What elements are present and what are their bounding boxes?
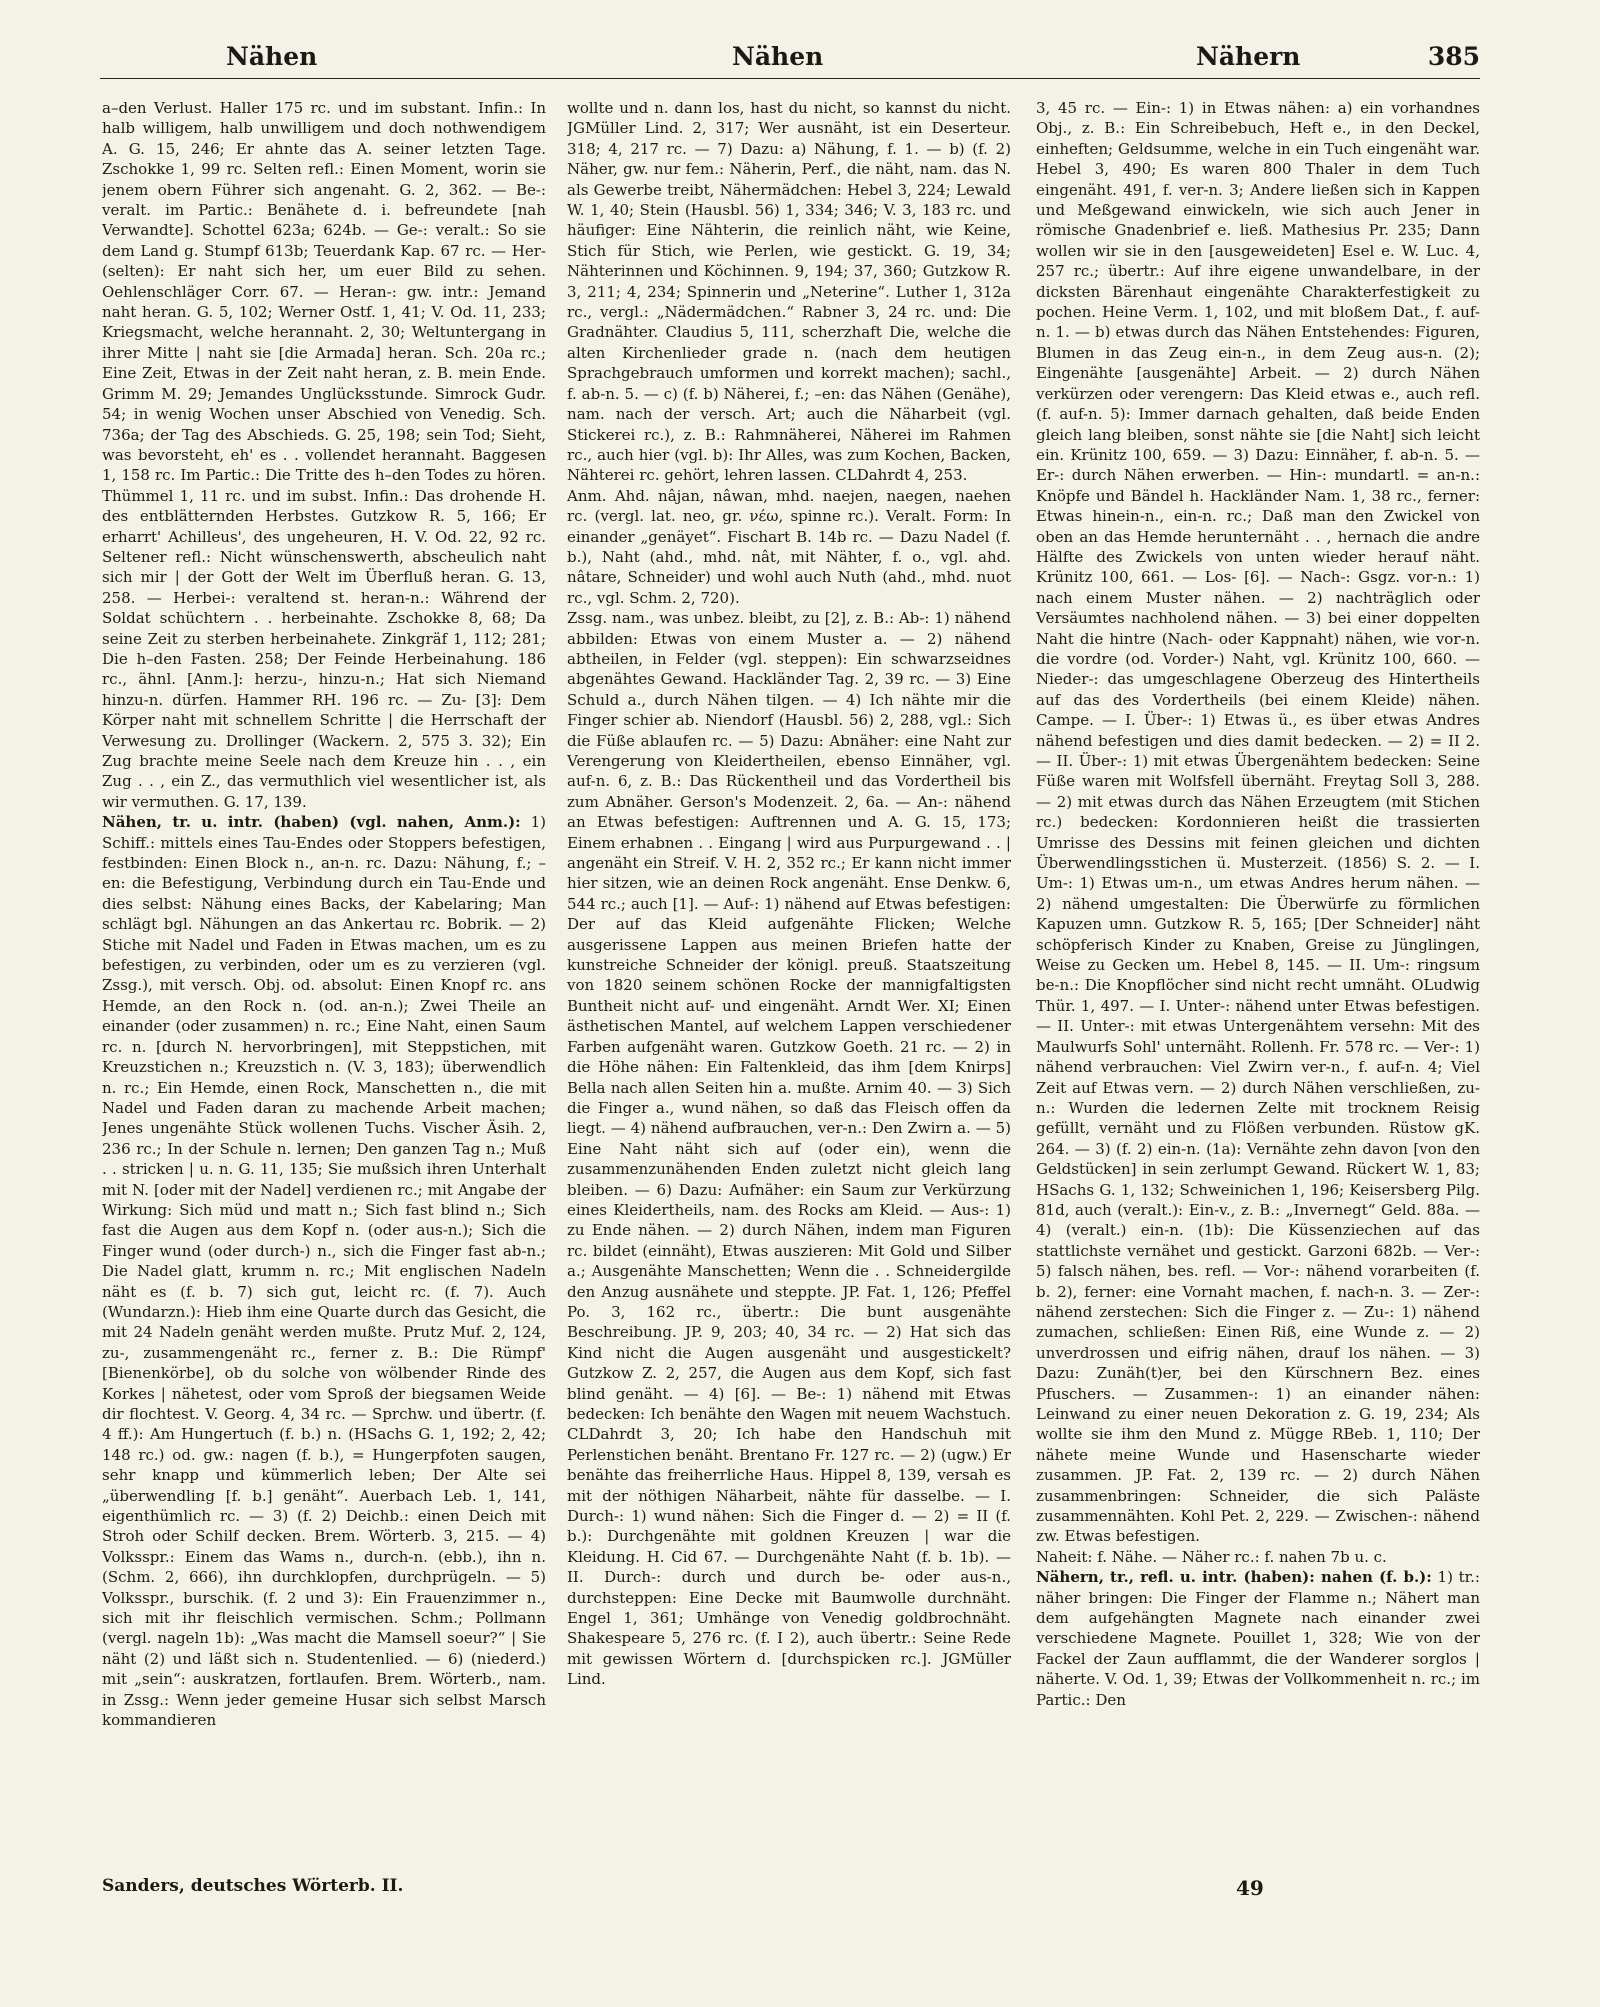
entry-naehen-senses: wollte und n. dann los, hast du nicht, so kannst du nicht. JGMüller Lind. 2, 317; Wer ausnäht, ist ein Deserteur. 318; 4, 217 rc. — 7) Dazu: a) Nähung, f. 1. — b) (f. 2) Näher, gw. nur fem.: Näherin, Perf., die näht, nam. das N. als Gewerbe treibt, Nähermädchen: Hebel 3, 224; Lewald W. 1, 40; Stein (Hausbl. 56) 1, 334; 346; V. 3, 183 rc. und häufiger: Eine Nähterin, die reinlich näht, wie Keine, Stich für Stich, wie Perlen, wie gestickt. G. 19, 34; Nähterinnen und Köchinnen. 9, 194; 37, 360; Gutzkow R. 3, 211; 4, 234; Spinnerin und „Neterine“. Luther 1, 312a rc., vergl.: „Nädermädchen.“ Rabner 3, 24 rc. und: Die Gradnähter. Claudius 5, 111, scherzhaft Die, welche die alten Kirchenlieder grade n. (nach dem heutigen Sprachgebrauch umformen und korrekt machen); sachl., f. ab-n. 5. — c) (f. b) Näherei, f.; –en: das Nähen (Genähe), nam. nach der versch. Art; auch die Näharbeit (vgl. Stickerei rc.), z. B.: Rahmnäherei, Näherei im Rahmen rc., auch hier (vgl. b): Ihr Alles, was zum Kochen, Backen, Nähterei rc. gehört, lehren lassen. CLDahrdt 4, 253. <box>567 99 1011 485</box>
entry-naehen <box>102 812 546 1730</box>
page-number: 385 <box>1427 42 1480 71</box>
entry-nahen-continued: a–den Verlust. Haller 175 rc. und im substant. Infin.: In halb willigem, halb unwilligem und doch nothwendigem A. G. 15, 246; Er ahnte das A. seiner letzten Tage. Zschokke 1, 99 rc. Selten refl.: Einen Moment, worin sie jenem obern Führer sich angenaht. G. 2, 362. — Be-: veralt. im Partic.: Benähete d. i. befreundete [nah Verwandte]. Schottel 623a; 624b. — Ge-: veralt.: So sie dem Land g. Stumpf 613b; Teuerdank Kap. 67 rc. — Her- (selten): Er naht sich her, um euer Bild zu sehen. Oehlenschläger Corr. 67. — Heran-: gw. intr.: Jemand naht heran. G. 5, 102; Werner Ostf. 1, 41; V. Od. 11, 233; Kriegsmacht, welche herannaht. 2, 30; Weltuntergang in ihrer Mitte | naht sie [die Armada] heran. Sch. 20a rc.; Eine Zeit, Etwas in der Zeit naht heran, z. B. mein Ende. Grimm M. 29; Jemandes Unglücksstunde. Simrock Gudr. 54; in wenig Wochen unser Abschied von Venedig. Sch. 736a; der Tag des Abschieds. G. 25, 198; sein Tod; Sieht, was bevorsteht, eh' es . . vollendet herannaht. Baggesen 1, 158 rc. Im Partic.: Die Tritte des h–den Todes zu hören. Thümmel 1, 11 rc. und im subst. Infin.: Das drohende H. des entblätternden Herbstes. Gutzkow R. 5, 166; Er erharrt' Achilleus', des ungeheuren, H. V. Od. 22, 92 rc. Seltener refl.: Nicht wünschenswerth, abscheulich naht sich mir | der Gott der Welt im Überfluß heran. G. 13, 258. — Herbei-: veraltend st. heran-n.: Während der Soldat schüchtern . . herbeinahte. Zschokke 8, 68; Da seine Zeit zu sterben herbeinahete. Zinkgräf 1, 112; 281; Die h–den Fasten. 258; Der Feinde Herbeinahung. 186 rc., ähnl. [Anm.]: herzu-, hinzu-n.; Hat sich Niemand hinzu-n. dürfen. Hammer RH. 196 rc. — Zu- [3]: Dem Körper naht mit schnellem Schritte | die Herrschaft der Verwesung zu. Drollinger (Wackern. 2, 575 3. 32); Ein Zug brachte meine Seele nach dem Kreuze hin . . , ein Zug . . , ein Z., das vermuthlich viel wesentlicher ist, als wir vermuthen. G. 17, 139. <box>102 99 546 811</box>
column-right <box>1036 98 1480 1858</box>
entry-naehen-compounds: 3, 45 rc. — Ein-: 1) in Etwas nähen: a) ein vorhandnes Obj., z. B.: Ein Schreibebuch, Heft e., in den Deckel, einheften; Geldsumme, welche in ein Tuch eingenäht war. Hebel 3, 490; Es waren 800 Thaler in dem Tuch eingenäht. 491, f. ver-n. 3; Andere ließen sich in Kappen und Meßgewand einwickeln, wie sich auch Jener in römische Gnadenbrief e. ließ. Mathesius Pr. 235; Dann wollen wir sie in den [ausgeweideten] Esel e. W. Luc. 4, 257 rc.; übertr.: Auf ihre eigene unwandelbare, in der dicksten Bärenhaut eingenähte Charakterfestigkeit zu pochen. Heine Verm. 1, 102, und mit bloßem Dat., f. auf-n. 1. — b) etwas durch das Nähen Entstehendes: Figuren, Blumen in das Zeug ein-n., in dem Zeug aus-n. (2); Eingenähte [ausgenähte] Arbeit. — 2) durch Nähen verkürzen oder verengern: Das Kleid etwas e., auch refl. (f. auf-n. 5): Immer darnach gehalten, daß beide Enden gleich lang bleiben, sonst nähte sie [die Naht] sich leicht ein. Krünitz 100, 659. — 3) Dazu: Einnäher, f. ab-n. 5. — Er-: durch Nähen erwerben. — Hin-: mundartl. = an-n.: Knöpfe und Bändel h. Hackländer Nam. 1, 38 rc., ferner: Etwas hinein-n., ein-n. rc.; Daß man den Zwickel von oben an das Hemde herunternäht . . , hernach die andre Hälfte des Zwickels von unten wieder herauf näht. Krünitz 100, 661. — Los- [6]. — Nach-: Gsgz. vor-n.: 1) nach einem Muster nähen. — 2) nachträglich oder Versäumtes nachholend nähen. — 3) bei einer doppelten Naht die hintre (Nach- oder Kappnaht) nähen, wie vor-n. die vordre (od. Vorder-) Naht, vgl. Krünitz 100, 660. — Nieder-: das umgeschlagene Oberzeug des Hintertheils auf das des Vordertheils (bei einem Kleide) nähen. Campe. — I. Über-: 1) Etwas ü., es über etwas Andres nähend befestigen und dies damit bedecken. — 2) = II 2. — II. Über-: 1) mit etwas Übergenähtem bedecken: Seine Füße waren mit Wolfsfell übernäht. Freytag Soll 3, 288. — 2) mit etwas durch das Nähen Erzeugtem (mit Stichen rc.) bedecken: Kordonnieren heißt die trassierten Umrisse des Dessins mit feinen gleichen und dichten Überwendlingsstichen ü. Musterzeit. (1856) S. 2. — I. Um-: 1) Etwas um-n., um etwas Andres herum nähen. — 2) nähend umgestalten: Die Überwürfe zu förmlichen Kapuzen umn. Gutzkow R. 5, 165; [Der Schneider] näht schöpferisch Kinder zu Knaben, Greise zu Jünglingen, Weise zu Gecken um. Hebel 8, 145. — II. Um-: ringsum be-n.: Die Knopflöcher sind nicht recht umnäht. OLudwig Thür. 1, 497. — I. Unter-: nähend unter Etwas befestigen. — II. Unter-: mit etwas Untergenähtem versehn: Mit des Maulwurfs Sohl' unternäht. Rollenh. Fr. 578 rc. — Ver-: 1) nähend verbrauchen: Viel Zwirn ver-n., f. auf-n. 4; Viel Zeit auf Etwas vern. — 2) durch Nähen verschließen, zu-n.: Wurden die ledernen Zelte mit trocknem Reisig gefüllt, vernäht und zu Flößen verbunden. Rüstow gK. 264. — 3) (f. 2) ein-n. (1a): Vernähte zehn davon [von den Geldstücken] in sein zerlumpt Gewand. Rückert W. 1, 83; HSachs G. 1, 132; Schweinichen 1, 196; Keisersberg Pilg. 81d, auch (veralt.): Ein-v., z. B.: „Invernegt“ Geld. 88a. — 4) (veralt.) ein-n. (1b): Die Küssenziechen auf das stattlichste vernähet und gestickt. Garzoni 682b. — Ver-: 5) falsch nähen, bes. refl. — Vor-: nähend vorarbeiten (f. b. 2), ferner: eine Vornaht machen, f. nach-n. 3. — Zer-: nähend zerstechen: Sich die Finger z. — Zu-: 1) nähend zumachen, schließen: Einen Riß, eine Wunde z. — 2) unverdrossen und eifrig nähen, drauf los nähen. — 3) Dazu: Zunäh(t)er, bei den Kürschnern Bez. eines Pfuschers. — Zusammen-: 1) an einander nähen: Leinwand zu einer neuen Dekoration z. G. 19, 234; Als wollte sie ihm den Mund z. Mügge RBeb. 1, 110; Der nähete meine Wunde und Hasenscharte wieder zusammen. JP. Fat. 2, 139 rc. — 2) durch Nähen zusammenbringen: Schneider, die sich Paläste zusammennähten. Kohl Pet. 2, 229. — Zwischen-: nähend zw. Etwas befestigen. <box>1036 99 1480 1546</box>
header-left-headword: Nähen <box>226 42 318 71</box>
entry-naehen-anm: Anm. Ahd. nâjan, nâwan, mhd. naejen, naegen, naehen rc. (vergl. lat. neo, gr. νέω, spinne rc.). Veralt. Form: In einander „genäyet“. Fischart B. 14b rc. — Dazu Nadel (f. b.), Naht (ahd., mhd. nât, mit Nähter, f. o., vgl. ahd. nâtare, Schneider) und wohl auch Nuth (ahd., mhd. nuot rc., vgl. Schm. 2, 720). <box>567 486 1011 607</box>
column-left <box>102 98 546 1858</box>
lemma-naehen: Nähen, tr. u. intr. (haben) (vgl. nahen, Anm.): <box>102 813 521 832</box>
running-header <box>100 38 1480 79</box>
footer-imprint: Sanders, deutsches Wörterb. II. <box>102 1876 404 1896</box>
entry-naheit: Naheit: f. Nähe. — Näher rc.: f. nahen 7b u. c. <box>1036 1547 1387 1566</box>
entry-naehen-zssg: Zssg. nam., was unbez. bleibt, zu [2], z. B.: Ab-: 1) nähend abbilden: Etwas von einem Muster a. — 2) nähend abtheilen, in Felder (vgl. steppen): Ein schwarzseidnes abgenähtes Gewand. Hackländer Tag. 2, 39 rc. — 3) Eine Schuld a., durch Nähen tilgen. — 4) Ich nähte mir die Finger schier ab. Niendorf (Hausbl. 56) 2, 288, vgl.: Sich die Füße ablaufen rc. — 5) Dazu: Abnäher: eine Naht zur Verengerung von Kleidertheilen, ebenso Einnäher, vgl. auf-n. 6, z. B.: Das Rückentheil und das Vordertheil bis zum Abnäher. Gerson's Modenzeit. 2, 6a. — An-: nähend an Etwas befestigen: Auftrennen und A. G. 15, 173; Einem erhabnen . . Eingang | wird aus Purpurgewand . . | angenäht ein Streif. V. H. 2, 352 rc.; Er kann nicht immer hier sitzen, wie an deinen Rock angenäht. Ense Denkw. 6, 544 rc.; auch [1]. — Auf-: 1) nähend auf Etwas befestigen: Der auf das Kleid aufgenähte Flicken; Welche ausgerissene Lappen aus meinen Briefen hatte der kunstreiche Schneider der königl. preuß. Staatszeitung von 1820 seinem schönen Rocke der mannigfaltigsten Buntheit nicht auf- und eingenäht. Arndt Wer. XI; Einen ästhetischen Mantel, auf welchem Lappen verschiedener Farben aufgenäht waren. Gutzkow Goeth. 21 rc. — 2) in die Höhe nähen: Ein Faltenkleid, das ihm [dem Knirps] Bella nach allen Seiten hin a. mußte. Arnim 40. — 3) Sich die Finger a., wund nähen, so daß das Fleisch offen da liegt. — 4) nähend aufbrauchen, ver-n.: Den Zwirn a. — 5) Eine Naht näht sich auf (oder ein), wenn die zusammenzunähenden Enden zuletzt nicht gleich lang bleiben. — 6) Dazu: Aufnäher: ein Saum zur Verkürzung eines Kleidertheils, nam. des Rocks am Kleid. — Aus-: 1) zu Ende nähen. — 2) durch Nähen, indem man Figuren rc. bildet (einnäht), Etwas auszieren: Mit Gold und Silber a.; Ausgenähte Manschetten; Wenn die . . Schneidergilde den Anzug ausnähete und steppte. JP. Fat. 1, 126; Pfeffel Po. 3, 162 rc., übertr.: Die bunt ausgenähte Beschreibung. JP. 9, 203; 40, 34 rc. — 2) Hat sich das Kind nicht die Augen ausgenäht und ausgestickelt? Gutzkow Z. 2, 257, die Augen aus dem Kopf, sich fast blind genäht. — 4) [6]. — Be-: 1) nähend mit Etwas bedecken: Ich benähte den Wagen mit neuem Wachstuch. CLDahrdt 3, 20; Ich habe den Handschuh mit Perlenstichen benäht. Brentano Fr. 127 rc. — 2) (ugw.) Er benähte das freiherrliche Haus. Hippel 8, 139, versah es mit der nöthigen Näharbeit, nähte für dasselbe. — I. Durch-: 1) wund nähen: Sich die Finger d. — 2) = II (f. b.): Durchgenähte mit goldnen Kreuzen | war die Kleidung. H. Cid 67. — Durchgenähte Naht (f. b. 1b). — II. Durch-: durch und durch be- oder aus-n., durchsteppen: Eine Decke mit Baumwolle durchnäht. Engel 1, 361; Umhänge von Venedig goldbrochnäht. Shakespeare 5, 276 rc. (f. I 2), auch übertr.: Seine Rede mit gewissen Wörtern d. [durchspicken rc.]. JGMüller Lind. <box>567 609 1011 1689</box>
header-right-headword: Nähern <box>1196 42 1301 71</box>
entry-naehern <box>1036 1567 1480 1710</box>
entry-naehen-body: 1) Schiff.: mittels eines Tau-Endes oder Stoppers befestigen, festbinden: Einen Block n., an-n. rc. Dazu: Nähung, f.; –en: die Befestigung, Verbindung durch ein Tau-Ende und dies selbst: Nähung eines Backs, der Kabelaring; Man schlägt bgl. Nähungen an das Ankertau rc. Bobrik. — 2) Stiche mit Nadel und Faden in Etwas machen, um es zu befestigen, zu verbinden, oder um es zu verzieren (vgl. Zssg.), mit versch. Obj. od. absolut: Einen Knopf rc. ans Hemde, an den Rock n. (od. an-n.); Zwei Theile an einander (oder zusammen) n. rc.; Eine Naht, einen Saum rc. n. [durch N. hervorbringen], mit Steppstichen, mit Kreuzstichen n.; Kreuzstich n. (V. 3, 183); überwendlich n. rc.; Ein Hemde, einen Rock, Manschetten n., die mit Nadel und Faden daran zu machende Arbeit machen; Jenes ungenähte Stück wollenen Tuchs. Vischer Äsih. 2, 236 rc.; In der Schule n. lernen; Den ganzen Tag n.; Muß . . stricken | u. n. G. 11, 135; Sie mußsich ihren Unterhalt mit N. [oder mit der Nadel] verdienen rc.; mit Angabe der Wirkung: Sich müd und matt n.; Sich fast blind n.; Sich fast die Augen aus dem Kopf n. (oder aus-n.); Sich die Finger wund (oder durch-) n., sich die Finger fast ab-n.; Die Nadel glatt, krumm n. rc.; Mit englischen Nadeln näht es (f. b. 7) sich gut, leicht rc. (f. 7). Auch (Wundarzn.): Hieb ihm eine Quarte durch das Gesicht, die mit 24 Nadeln genäht werden mußte. Prutz Muf. 2, 124, zu-, zusammengenäht rc., ferner z. B.: Die Rümpf' [Bienenkörbe], ob du solche von wölbender Rinde des Korkes | nähetest, oder vom Sproß der biegsamen Weide dir flochtest. V. Georg. 4, 34 rc. — Sprchw. und übertr. (f. 4 ff.): Am Hungertuch (f. b.) n. (HSachs G. 1, 192; 2, 42; 148 rc.) od. gw.: nagen (f. b.), = Hungerpfoten saugen, sehr knapp und kümmerlich leben; Der Alte sei „überwendling [f. b.] genäht“. Auerbach Leb. 1, 141, eigenthümlich rc. — 3) (f. 2) Deichb.: einen Deich mit Stroh oder Schilf decken. Brem. Wörterb. 3, 215. — 4) Volksspr.: Einem das Wams n., durch-n. (ebb.), ihn n. (Schm. 2, 666), ihn durchklopfen, durchprügeln. — 5) Volksspr., burschik. (f. 2 und 3): Ein Frauenzimmer n., sich mit ihr fleischlich vermischen. Schm.; Pollmann (vergl. nageln 1b): „Was macht die Mamsell soeur?“ | Sie näht (2) und läßt sich n. Studentenlied. — 6) (niederd.) mit „sein“: auskratzen, fortlaufen. Brem. Wörterb., nam. in Zssg.: Wenn jeder gemeine Husar sich selbst Marsch kommandieren <box>102 813 546 1730</box>
entry-naehern-body: 1) tr.: näher bringen: Die Finger der Flamme n.; Nähert man dem aufgehängten Magnete nach einander zwei verschiedene Magnete. Pouillet 1, 328; Wie von der Fackel der Zaun aufflammt, die der Wanderer sorglos | näherte. V. Od. 1, 39; Etwas der Vollkommenheit n. rc.; im Partic.: Den <box>1036 1568 1480 1709</box>
page-footer <box>102 1876 1480 1906</box>
signature-mark: 49 <box>1236 1876 1264 1900</box>
header-center-headword: Nähen <box>732 42 824 71</box>
lemma-naehern: Nähern, tr., refl. u. intr. (haben): nahen (f. b.): <box>1036 1568 1432 1587</box>
column-middle <box>567 98 1011 1858</box>
